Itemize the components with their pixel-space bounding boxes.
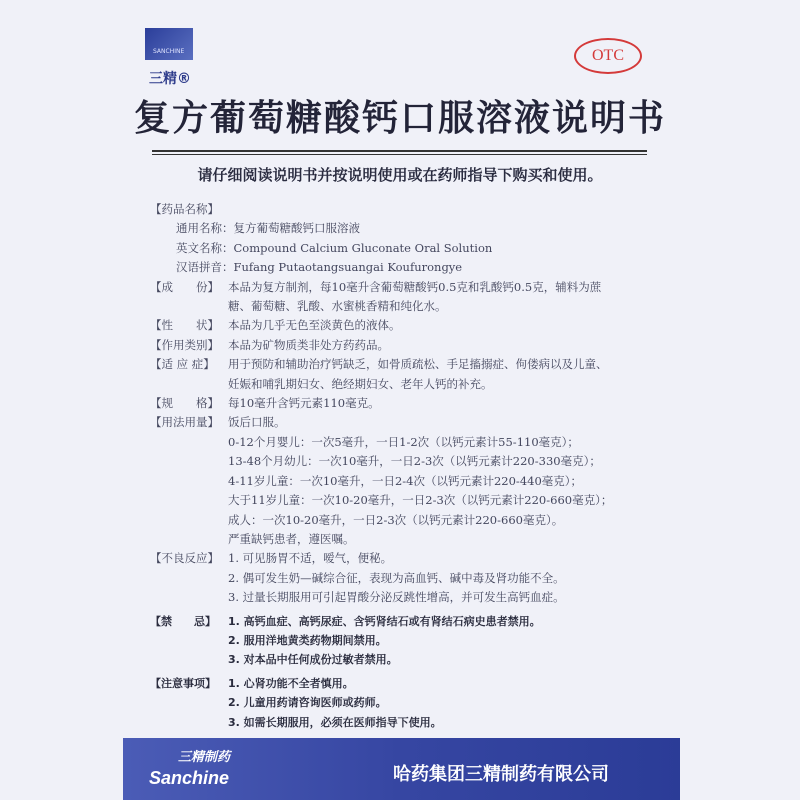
traits-text: 本品为几乎无色至淡黄色的液体。 [228,318,401,333]
contra-line [150,650,640,669]
adverse-line-text: 2. 偶可发生奶—碱综合征，表现为高血钙、碱中毒及肾功能不全。 [228,570,565,585]
notes-line-text: 2. 儿童用药请咨询医师或药师。 [228,696,387,710]
otc-badge: OTC [574,38,642,74]
dosage-line-text: 0-12个月婴儿：一次5毫升，一日1-2次（以钙元素计55-110毫克）； [228,434,579,449]
contra-line [150,631,640,650]
dosage-text: 饭后口服。 [228,415,286,430]
dosage-line [150,530,640,549]
footer-brand-en: Sanchine [149,768,230,788]
dosage-row [150,413,640,432]
ingredients-row [150,278,640,297]
brand-logo [145,28,193,60]
field-label: 通用名称： [176,221,234,236]
page-title: 复方葡萄糖酸钙口服溶液说明书 [133,97,666,139]
pinyin-row [150,258,640,277]
dosage-line [150,491,640,510]
spec-row [150,394,640,413]
ingredients-text: 本品为复方制剂，每10毫升含葡萄糖酸钙0.5克和乳酸钙0.5克，辅料为蔗 [228,279,602,294]
generic-name: 复方葡萄糖酸钙口服溶液 [233,221,360,236]
category-row [150,336,640,355]
footer-company: 哈药集团三精制药有限公司 [393,764,609,785]
dosage-line-text: 13-48个月幼儿：一次10毫升，一日2-3次（以钙元素计220-330毫克）； [228,454,601,469]
contra-row [150,612,640,631]
notes-line-text: 3. 如需长期服用，必须在医师指导下使用。 [228,715,442,729]
title-rule-bottom [152,154,647,155]
leaflet-body [150,200,640,732]
notes-line-text: 1. 心肾功能不全者慎用。 [228,676,354,690]
footer-banner [123,738,680,800]
section-label: 【作用类别】 [150,337,219,352]
generic-name-row [150,219,640,238]
spec-text: 每10毫升含钙元素110毫克。 [228,396,380,411]
dosage-line [150,511,640,530]
footer-brand-cn: 三精制药 [178,750,231,765]
indications-row-2 [150,375,640,394]
dosage-line [150,472,640,491]
category-text: 本品为矿物质类非处方药药品。 [228,337,389,352]
section-label: 【规 格】 [150,396,219,411]
section-label: 【注意事项】 [150,676,216,690]
dosage-line-text: 大于11岁儿童：一次10-20毫升，一日2-3次（以钙元素计220-660毫克）； [228,493,613,508]
subtitle: 请仔细阅读说明书并按说明使用或在药师指导下购买和使用。 [197,166,603,184]
dosage-line-text: 成人：一次10-20毫升，一日2-3次（以钙元素计220-660毫克）。 [228,512,564,527]
section-label: 【成 份】 [150,279,219,294]
adverse-line [150,569,640,588]
traits-row [150,316,640,335]
pinyin-name: Fufang Putaotangsuangai Koufurongye [233,260,463,275]
ingredients-row-2 [150,297,640,316]
notes-row [150,674,640,693]
title-rule-top [152,150,647,152]
contra-line-text: 1. 高钙血症、高钙尿症、含钙肾结石或有肾结石病史患者禁用。 [228,614,541,628]
dosage-line [150,452,640,471]
dosage-line [150,433,640,452]
field-label: 英文名称： [176,240,234,255]
contra-line-text: 3. 对本品中任何成份过敏者禁用。 [228,653,398,667]
indications-row [150,355,640,374]
indications-text: 用于预防和辅助治疗钙缺乏，如骨质疏松、手足搐搦症、佝偻病以及儿童、 [228,357,608,372]
logo-text: 三精® [149,71,191,87]
section-label: 【适 应 症】 [150,357,215,372]
dosage-line-text: 4-11岁儿童：一次10毫升，一日2-4次（以钙元素计220-440毫克）； [228,473,583,488]
drug-name-row [150,200,640,219]
section-label: 【性 状】 [150,318,219,333]
indications-text-2: 妊娠和哺乳期妇女、绝经期妇女、老年人钙的补充。 [228,376,493,391]
adverse-row [150,549,640,568]
dosage-line-text: 严重缺钙患者，遵医嘱。 [228,531,355,546]
notes-line [150,693,640,712]
logo-small-text: SANCHINE [153,48,185,55]
ingredients-text-2: 糖、葡萄糖、乳酸、水蜜桃香精和纯化水。 [228,299,447,314]
english-name: Compound Calcium Gluconate Oral Solution [233,240,493,255]
notes-line [150,713,640,732]
contra-line-text: 2. 服用洋地黄类药物期间禁用。 [228,633,387,647]
english-name-row [150,239,640,258]
adverse-line [150,588,640,607]
field-label: 汉语拼音： [176,260,234,275]
adverse-line-text: 1. 可见肠胃不适，嗳气，便秘。 [228,551,393,566]
section-label: 【禁 忌】 [150,614,216,628]
section-label: 【药品名称】 [150,202,219,216]
adverse-line-text: 3. 过量长期服用可引起胃酸分泌反跳性增高，并可发生高钙血症。 [228,590,565,605]
section-label: 【不良反应】 [150,551,219,566]
section-label: 【用法用量】 [150,415,219,430]
